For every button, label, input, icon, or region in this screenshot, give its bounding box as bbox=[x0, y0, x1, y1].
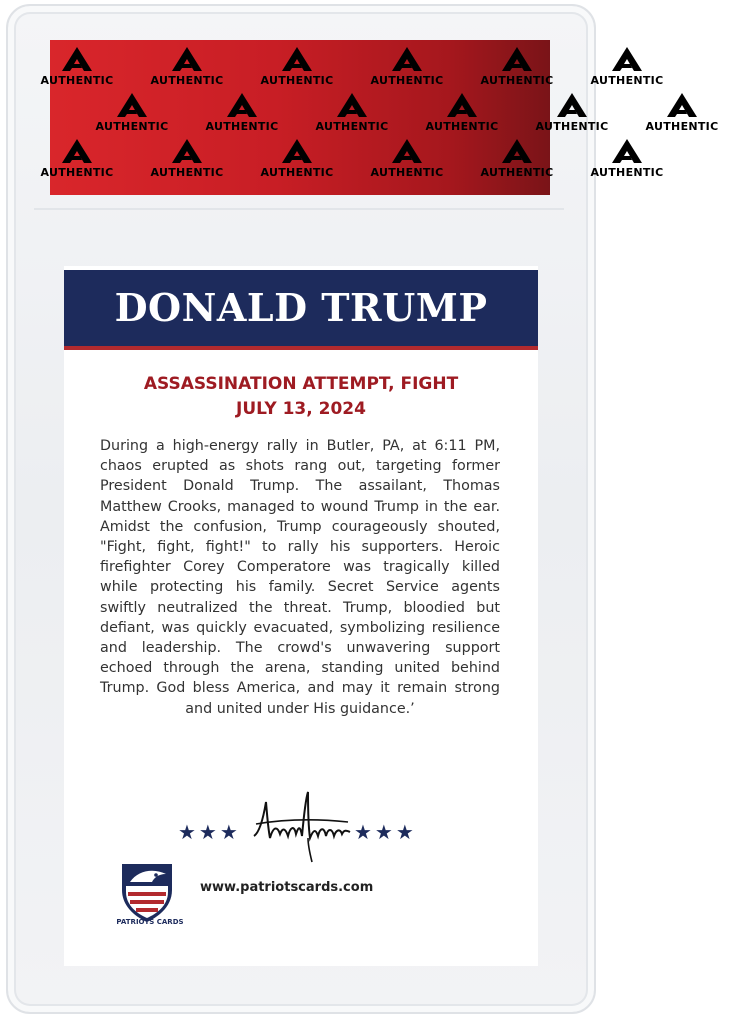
card-body-text: During a high-energy rally in Butler, PA, at 6:11 PM, chaos erupted as shots rang out, targeting former President Donald Trump. The assailant, Thomas Matthew Crooks, managed to wound Trump in the ear. Amidst the confusion, Trump courageously shouted, "Fight, fight, fight!" to rally his supporters. Heroic firefighter Corey Comperatore was tragically killed while protecting his family. Secret Service agents swiftly neutralized the threat. Trump, bloodied but defiant, was quickly evacuated, symbolizing resilience and leadership. The crowd's unwavering support echoed through the arena, standing united behind Trump. God bless America, and may it remain strong and united under His guidance.’ bbox=[100, 438, 500, 717]
authentic-tile bbox=[22, 46, 132, 91]
authentic-tile bbox=[132, 46, 242, 91]
brand-name: PATRIOTS CARDS bbox=[116, 918, 184, 926]
authentic-tile bbox=[352, 46, 462, 91]
a-logo-icon bbox=[170, 46, 204, 72]
authentic-tile bbox=[132, 138, 242, 183]
a-logo-icon bbox=[500, 138, 534, 164]
authentic-text: AUTHENTIC bbox=[590, 166, 664, 179]
authentic-text: AUTHENTIC bbox=[40, 74, 114, 87]
authentic-text: AUTHENTIC bbox=[150, 166, 224, 179]
authentic-text: AUTHENTIC bbox=[40, 166, 114, 179]
slab-divider bbox=[34, 208, 564, 210]
authentic-text: AUTHENTIC bbox=[370, 166, 444, 179]
authentic-tile bbox=[517, 92, 627, 137]
trading-card bbox=[64, 266, 538, 966]
a-logo-icon bbox=[390, 138, 424, 164]
a-logo-icon bbox=[610, 46, 644, 72]
a-logo-icon bbox=[390, 46, 424, 72]
authentic-text: AUTHENTIC bbox=[535, 120, 609, 133]
authentic-text: AUTHENTIC bbox=[95, 120, 169, 133]
authentic-tile bbox=[242, 46, 352, 91]
a-logo-icon bbox=[60, 138, 94, 164]
a-logo-icon bbox=[555, 92, 589, 118]
authentic-text: AUTHENTIC bbox=[260, 74, 334, 87]
authentic-tile bbox=[572, 138, 682, 183]
authentic-tile bbox=[22, 138, 132, 183]
a-logo-icon bbox=[500, 46, 534, 72]
a-logo-icon bbox=[170, 138, 204, 164]
authentic-label bbox=[40, 40, 719, 195]
signature-icon bbox=[250, 784, 354, 864]
authentic-text: AUTHENTIC bbox=[425, 120, 499, 133]
title-banner bbox=[64, 270, 538, 350]
a-logo-icon bbox=[335, 92, 369, 118]
authentic-text: AUTHENTIC bbox=[480, 74, 554, 87]
authentic-text: AUTHENTIC bbox=[260, 166, 334, 179]
card-date: JULY 13, 2024 bbox=[236, 399, 366, 419]
a-logo-icon bbox=[280, 46, 314, 72]
card-title: DONALD TRUMP bbox=[114, 285, 488, 330]
authentic-tile bbox=[462, 46, 572, 91]
authentic-text: AUTHENTIC bbox=[150, 74, 224, 87]
a-logo-icon bbox=[610, 138, 644, 164]
authentic-tile bbox=[572, 46, 682, 91]
a-logo-icon bbox=[60, 46, 94, 72]
authentic-text: AUTHENTIC bbox=[480, 166, 554, 179]
a-logo-icon bbox=[280, 138, 314, 164]
website-link[interactable]: www.patriotscards.com bbox=[200, 880, 374, 895]
card-subtitle: ASSASSINATION ATTEMPT, FIGHT bbox=[143, 374, 459, 394]
authentic-tile bbox=[297, 92, 407, 137]
authentic-text: AUTHENTIC bbox=[590, 74, 664, 87]
authentic-tile bbox=[242, 138, 352, 183]
authentic-text: AUTHENTIC bbox=[315, 120, 389, 133]
a-logo-icon bbox=[225, 92, 259, 118]
authentic-text: AUTHENTIC bbox=[205, 120, 279, 133]
a-logo-icon bbox=[665, 92, 699, 118]
stars-right: ★★★ bbox=[354, 820, 417, 844]
a-logo-icon bbox=[115, 92, 149, 118]
eagle-shield-icon bbox=[112, 856, 182, 926]
authentic-tile bbox=[462, 138, 572, 183]
authentic-tile bbox=[352, 138, 462, 183]
authentic-tile bbox=[627, 92, 737, 137]
authentic-text: AUTHENTIC bbox=[370, 74, 444, 87]
authentic-tile bbox=[187, 92, 297, 137]
authentic-tile bbox=[407, 92, 517, 137]
a-logo-icon bbox=[445, 92, 479, 118]
stars-left: ★★★ bbox=[178, 820, 241, 844]
authentic-tile bbox=[77, 92, 187, 137]
authentic-text: AUTHENTIC bbox=[645, 120, 719, 133]
